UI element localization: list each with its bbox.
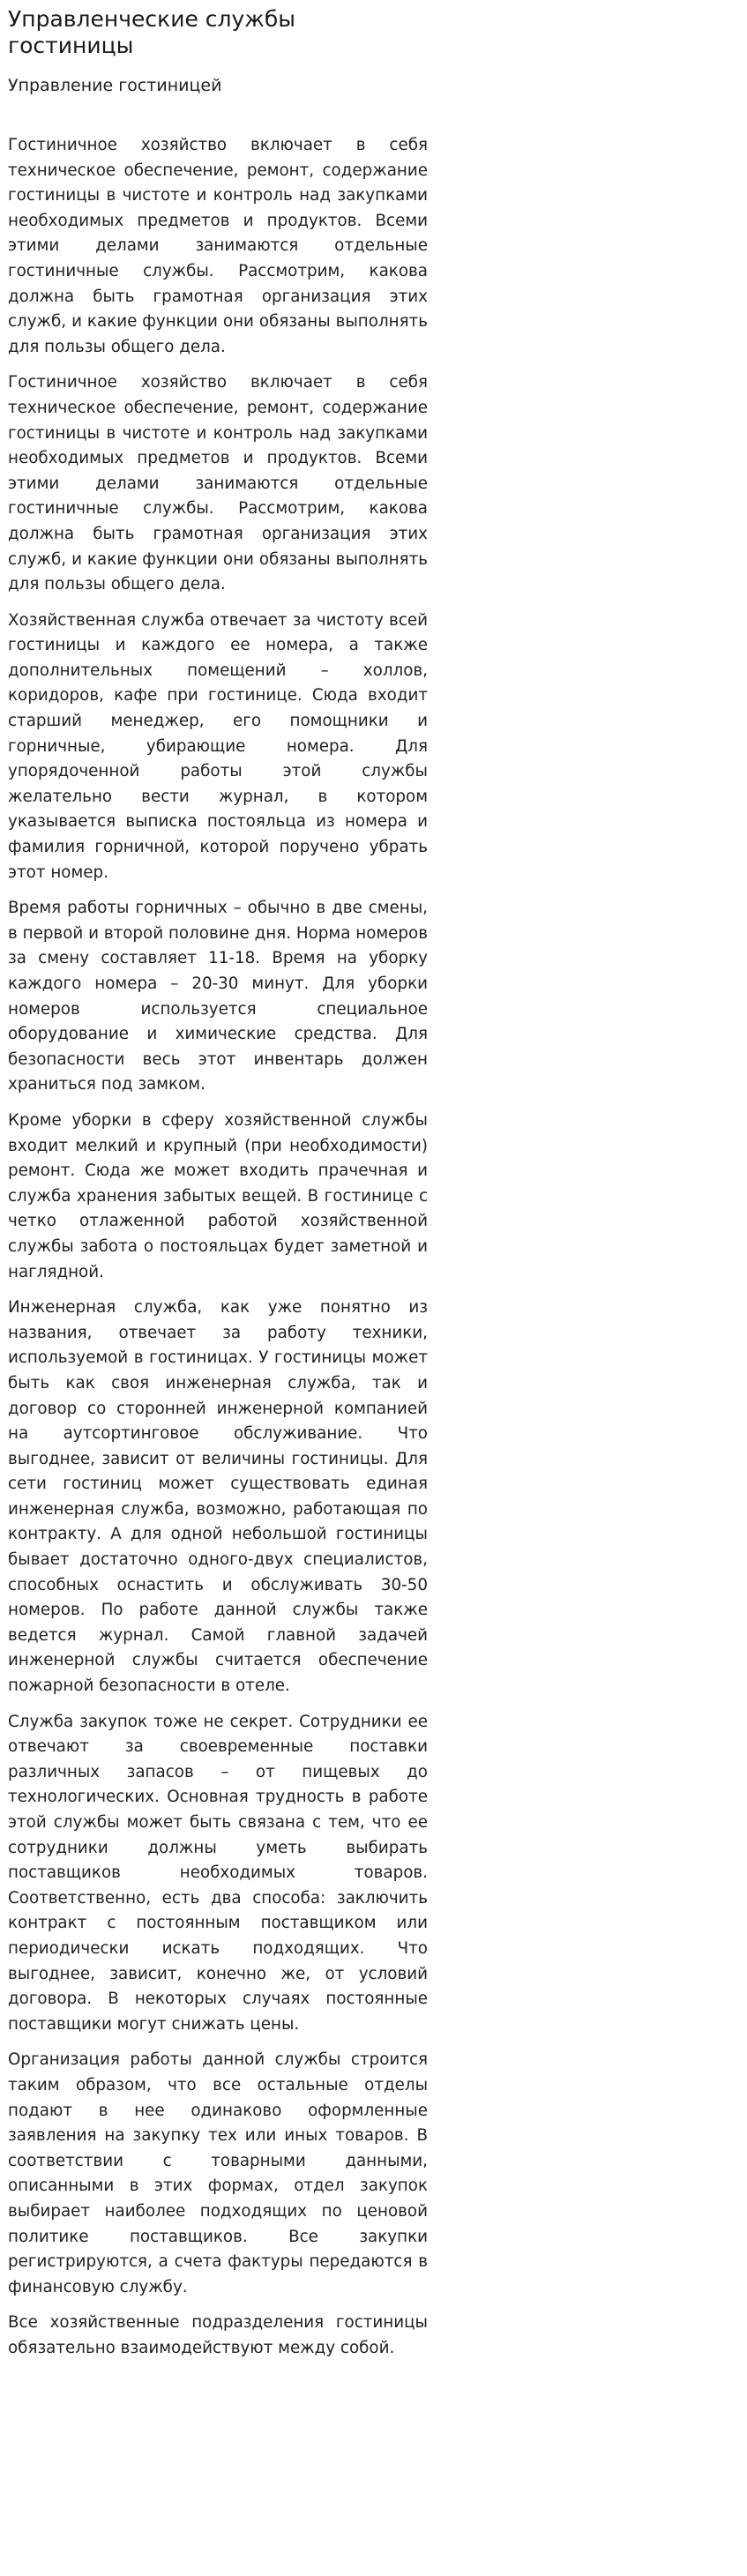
paragraph-2: Гостиничное хозяйство включает в себя техническое обеспечение, ремонт, содержание гостиницы в чистоте и контроль над закупками необходимых предметов и продуктов. Всеми этими делами занимаются отдельные гостиничные службы. Рассмотрим, какова должна быть грамотная организация этих служб, и какие функции они обязаны выполнять для пользы общего дела. <box>8 373 428 594</box>
paragraph-9: Все хозяйственные подразделения гостиницы обязательно взаимодействуют между собой. <box>8 2313 428 2357</box>
paragraph-5: Кроме уборки в сферу хозяйственной службы входит мелкий и крупный (при необходимости) ремонт. Сюда же может входить прачечная и служба хранения забытых вещей. В гостинице с четко отлаженной работой хозяйственной службы забота о постояльцах будет заметной и наглядной. <box>8 1110 428 1281</box>
paragraph-3: Хозяйственная служба отвечает за чистоту всей гостиницы и каждого ее номера, а также дополнительных помещений – холлов, коридоров, кафе при гостинице. Сюда входит старший менеджер, его помощники и горничные, убирающие номера. Для упорядоченной работы этой службы желательно вести журнал, в котором указывается выписка постояльца из номера и фамилия горничной, которой поручено убрать этот номер. <box>8 610 428 882</box>
page-subtitle: Управление гостиницей <box>8 76 222 95</box>
paragraph-1: Гостиничное хозяйство включает в себя техническое обеспечение, ремонт, содержание гостиницы в чистоте и контроль над закупками необходимых предметов и продуктов. Всеми этими делами занимаются отдельные гостиничные службы. Рассмотрим, какова должна быть грамотная организация этих служб, и какие функции они обязаны выполнять для пользы общего дела. <box>8 136 428 356</box>
paragraph-8: Организация работы данной службы строится таким образом, что все остальные отделы подают в нее одинаково оформленные заявления на закупку тех или иных товаров. В соответствии с товарными данными, описанными в этих формах, отдел закупок выбирает наиболее подходящих по ценовой политике поставщиков. Все закупки регистрируются, а счета фактуры передаются в финансовую службу. <box>8 2050 428 2296</box>
paragraph-4: Время работы горничных – обычно в две смены, в первой и второй половине дня. Норма номеров за смену составляет 11-18. Время на уборку каждого номера – 20-30 минут. Для уборки номеров используется специальное оборудование и химические средства. Для безопасности весь этот инвентарь должен храниться под замком. <box>8 899 428 1094</box>
paragraph-6: Инженерная служба, как уже понятно из названия, отвечает за работу техники, используемой в гостиницах. У гостиницы может быть как своя инженерная служба, так и договор со сторонней инженерной компанией на аутсортинговое обслуживание. Что выгоднее, зависит от величины гостиницы. Для сети гостиниц может существовать единая инженерная служба, возможно, работающая по контракту. А для одной небольшой гостиницы бывает достаточно одного-двух специалистов, способных оснастить и обслуживать 30-50 номеров. По работе данной службы также ведется журнал. Самой главной задачей инженерной службы считается обеспечение пожарной безопасности в отеле. <box>8 1298 428 1696</box>
article-body <box>8 133 428 2361</box>
page-title: Управленческие службы гостиницы <box>8 6 295 58</box>
paragraph-7: Служба закупок тоже не секрет. Сотрудники ее отвечают за своевременные поставки различных запасов – от пищевых до технологических. Основная трудность в работе этой службы может быть связана с тем, что ее сотрудники должны уметь выбирать поставщиков необходимых товаров. Соответственно, есть два способа: заключить контракт с постоянным поставщиком или периодически искать подходящих. Что выгоднее, зависит, конечно же, от условий договора. В некоторых случаях постоянные поставщики могут снижать цены. <box>8 1712 428 2034</box>
